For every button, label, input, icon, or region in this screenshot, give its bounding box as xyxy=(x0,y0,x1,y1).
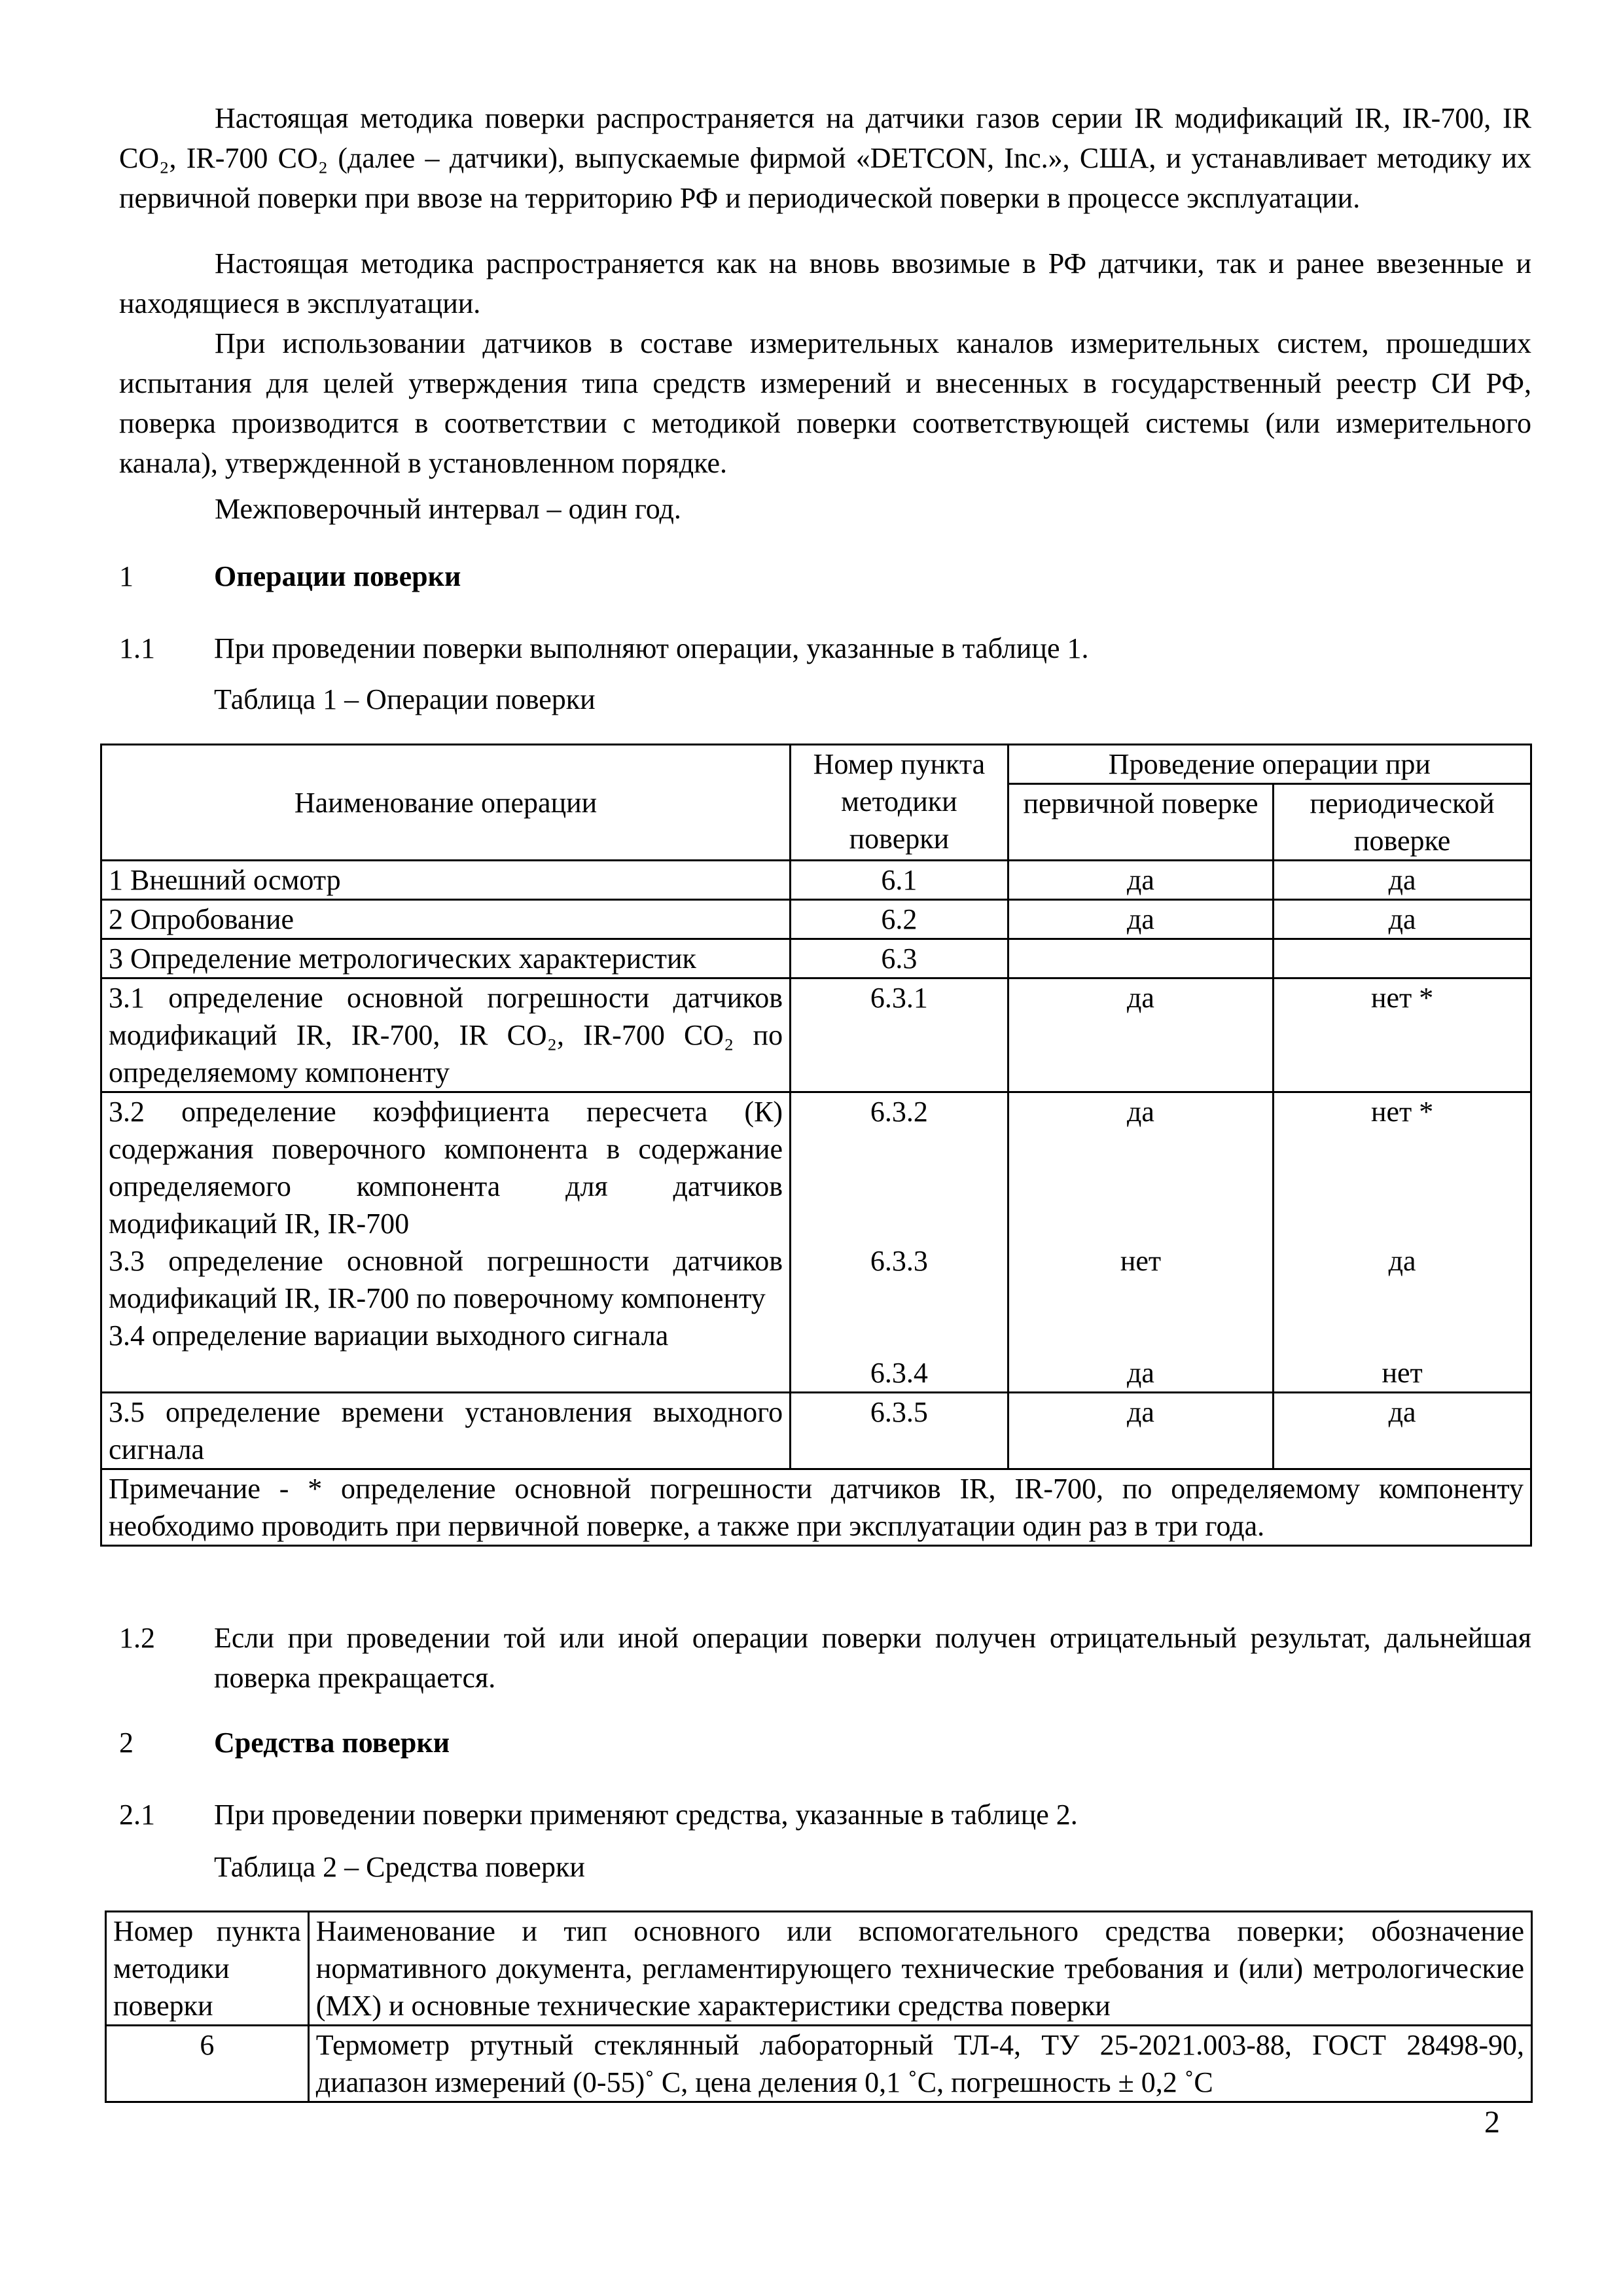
table-row xyxy=(101,939,1531,978)
operation-name: 3.4 определение вариации выходного сигнала xyxy=(109,1319,669,1352)
item-number: 6.3 xyxy=(791,939,1008,978)
item-1-1-text: При проведении поверки выполняют операции, указанные в таблице 1. xyxy=(214,632,1089,664)
item-number: 6 xyxy=(106,2026,309,2102)
table-row xyxy=(101,978,1531,1092)
primary-value-group xyxy=(1008,1092,1274,1393)
header-operation-name: Наименование операции xyxy=(101,745,791,861)
item-1-2-number: 1.2 xyxy=(119,1622,155,1654)
tool-description: Термометр ртутный стеклянный лабораторный ТЛ-4, ТУ 25-2021.003-88, ГОСТ 28498-90, диапазон измерений (0-55)˚ С, цена деления 0,1 ˚С, погрешность ± 0,2 ˚С xyxy=(308,2026,1531,2102)
periodic-value: нет * xyxy=(1274,978,1531,1092)
primary-value: да xyxy=(1008,861,1274,900)
item-2-1-text: При проведении поверки применяют средства, указанные в таблице 2. xyxy=(214,1799,1078,1831)
section-1-title: Операции поверки xyxy=(214,560,461,592)
table-header-row xyxy=(101,745,1531,784)
page-number: 2 xyxy=(1484,2105,1500,2140)
periodic-value: да xyxy=(1274,900,1531,939)
item-number: 6.3.5 xyxy=(791,1393,1008,1469)
primary-value: да xyxy=(1008,1393,1274,1469)
table-header-row xyxy=(106,1912,1532,2026)
table-note: Примечание - * определение основной погрешности датчиков IR, IR-700, по определяемому компоненту необходимо проводить при первичной поверке, а также при эксплуатации один раз в три года. xyxy=(101,1469,1531,1546)
operation-name: 2 Опробование xyxy=(101,900,791,939)
table-row xyxy=(101,1092,1531,1393)
header-item-number: Номер пункта методики поверки xyxy=(106,1912,309,2026)
primary-value: да xyxy=(1008,900,1274,939)
table-row xyxy=(101,900,1531,939)
intro-paragraph-4: Межповерочный интервал – один год. xyxy=(215,493,681,525)
table-2-caption: Таблица 2 – Средства поверки xyxy=(214,1851,585,1883)
primary-value: нет xyxy=(1120,1245,1162,1277)
header-primary: первичной поверке xyxy=(1008,784,1274,861)
operation-name: 3 Определение метрологических характеристик xyxy=(101,939,791,978)
table-row xyxy=(106,2026,1532,2102)
operation-name: 3.1 определение основной погрешности датчиков модификаций IR, IR-700, IR CO₂, IR-700 CO₂ по определяемому компоненту xyxy=(101,978,791,1092)
tools-table xyxy=(105,1910,1533,2103)
intro-paragraph-1: Настоящая методика поверки распространяется на датчики газов серии IR модификаций IR, IR-700, IR CO₂, IR-700 CO₂ (далее – датчики), выпускаемые фирмой «DETCON, Inc.», США, и устанавливает методику их первичной поверки при ввозе на территорию РФ и периодической поверки в процессе эксплуатации. xyxy=(119,102,1531,214)
header-item-number: Номер пункта методики поверки xyxy=(791,745,1008,861)
item-number: 6.3.1 xyxy=(791,978,1008,1092)
item-1-2-text: Если при проведении той или иной операции поверки получен отрицательный результат, дальнейшая поверка прекращается. xyxy=(214,1622,1531,1694)
primary-value: да xyxy=(1127,1096,1154,1128)
table-row xyxy=(101,861,1531,900)
section-2-title: Средства поверки xyxy=(214,1727,450,1759)
periodic-value: нет * xyxy=(1370,1096,1434,1128)
section-1-number: 1 xyxy=(119,560,134,592)
operations-table xyxy=(100,744,1532,1547)
section-2-number: 2 xyxy=(119,1727,134,1759)
operation-name: 3.5 определение времени установления выходного сигнала xyxy=(101,1393,791,1469)
item-number: 6.3.3 xyxy=(870,1245,928,1277)
operation-name: 1 Внешний осмотр xyxy=(101,861,791,900)
periodic-value: нет xyxy=(1382,1357,1423,1389)
item-number-group xyxy=(791,1092,1008,1393)
item-2-1-number: 2.1 xyxy=(119,1799,155,1831)
header-tool-description: Наименование и тип основного или вспомогательного средства поверки; обозначение нормативного документа, регламентирующего технические требования и (или) метрологические (МХ) и основные технические характеристики средства поверки xyxy=(308,1912,1531,2026)
item-1-1-number: 1.1 xyxy=(119,632,155,664)
periodic-value xyxy=(1274,939,1531,978)
periodic-value-group xyxy=(1274,1092,1531,1393)
item-number: 6.3.2 xyxy=(870,1096,928,1128)
primary-value xyxy=(1008,939,1274,978)
operation-name-group xyxy=(101,1092,791,1393)
item-number: 6.3.4 xyxy=(870,1357,928,1389)
primary-value: да xyxy=(1127,1357,1154,1389)
periodic-value: да xyxy=(1388,1245,1416,1277)
item-number: 6.1 xyxy=(791,861,1008,900)
item-number: 6.2 xyxy=(791,900,1008,939)
table-note-row xyxy=(101,1469,1531,1546)
primary-value: да xyxy=(1008,978,1274,1092)
operation-name: 3.3 определение основной погрешности датчиков модификаций IR, IR-700 по поверочному компоненту xyxy=(109,1245,783,1314)
intro-paragraph-3: При использовании датчиков в составе измерительных каналов измерительных систем, прошедших испытания для целей утверждения типа средств измерений и внесенных в государственный реестр СИ РФ, поверка производится в соответствии с методикой поверки соответствующей системы (или измерительного канала), утвержденной в установленном порядке. xyxy=(119,327,1531,479)
table-row xyxy=(101,1393,1531,1469)
periodic-value: да xyxy=(1274,1393,1531,1469)
header-periodic: периодической поверке xyxy=(1274,784,1531,861)
periodic-value: да xyxy=(1274,861,1531,900)
header-conducting: Проведение операции при xyxy=(1008,745,1531,784)
table-1-caption: Таблица 1 – Операции поверки xyxy=(214,683,596,715)
operation-name: 3.2 определение коэффициента пересчета (К) содержания поверочного компонента в содержание определяемого компонента для датчиков модификаций IR, IR-700 xyxy=(109,1096,783,1240)
intro-paragraph-2: Настоящая методика распространяется как на вновь ввозимые в РФ датчики, так и ранее ввезенные и находящиеся в эксплуатации. xyxy=(119,247,1531,319)
